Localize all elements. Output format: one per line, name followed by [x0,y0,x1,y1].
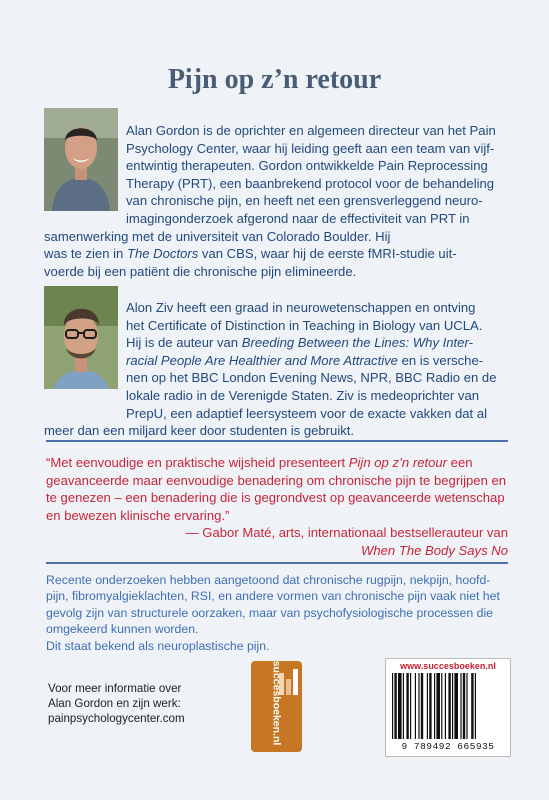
divider-top [46,440,508,442]
more-info: Voor meer informatie over Alan Gordon en zijn werk: painpsychologycenter.com [48,682,185,725]
divider-bottom [46,562,508,564]
author-bio-alan-gordon: Alan Gordon is de oprichter en algemeen directeur van het Pain Psychology Center, waar hij leiding geeft aan een team van vijf- entwintig therapeuten. Gordon ontwikkelde Pain Reprocessing Therapy (PRT), een baanbrekend protocol voor de behandeling van chronische pijn, en heeft net een grensverleggend neuro- imagingonderzoek afgerond naar de effectiviteit van PRT in samenwerking met de universiteit van Colorado Boulder. Hij was te zien in The Doctors van CBS, waar hij de eerste fMRI-studie uit- voerde bij een patiënt die chronische pijn elimineerde. [44,123,496,279]
endorsement-quote: “Met eenvoudige en praktische wijsheid presenteert Pijn op z’n retour een geavanceerde maar eenvoudige benadering om chronische pijn te begrijpen en te genezen – een benadering die is gegrondvest op geavanceerde wetenschap en bewezen klinische ervaring.” [46,455,507,523]
publisher-logo: succesboeken.nl [251,661,302,752]
barcode-bars [390,673,506,739]
quote-attribution: — Gabor Maté, arts, internationaal bestsellerauteur van When The Body Says No [185,525,508,558]
summary-text: Recente onderzoeken hebben aangetoond dat chronische rugpijn, nekpijn, hoofd- pijn, fibromyalgieklachten, RSI, en andere vormen van chronische pijn vaak niet het gevolg zijn van structurele oorzaken, maar van psychofysiologische processen die omgekeerd kunnen worden. Dit staat bekend als neuroplastische pijn. [46,573,500,653]
isbn-number: 9 789492 665935 [401,741,495,752]
book-title: Pijn op z’n retour [167,64,382,95]
website-link[interactable]: painpsychologycenter.com [48,712,185,725]
quote-book-title: When The Body Says No [360,542,508,558]
isbn-barcode [385,658,511,757]
author-photo-alan-gordon [44,108,118,211]
barcode-url: www.succesboeken.nl [400,661,496,671]
author-photo-alon-ziv [44,286,118,389]
author-bio-alon-ziv: Alon Ziv heeft een graad in neurowetenschappen en ontving het Certificate of Distinction in Teaching in Biology van UCLA. Hij is de auteur van Breeding Between the Lines: Why Inter- racial People Are Healthier and More Attractive en is versche- nen op het BBC London Evening News, NPR, BBC Radio en de lokale radio in de Verenigde Staten. Ziv is medeoprichter van PrepU, een adaptief leersysteem voor de exacte vakken dat al meer dan een miljard keer door studenten is gebruikt. [44,300,497,439]
